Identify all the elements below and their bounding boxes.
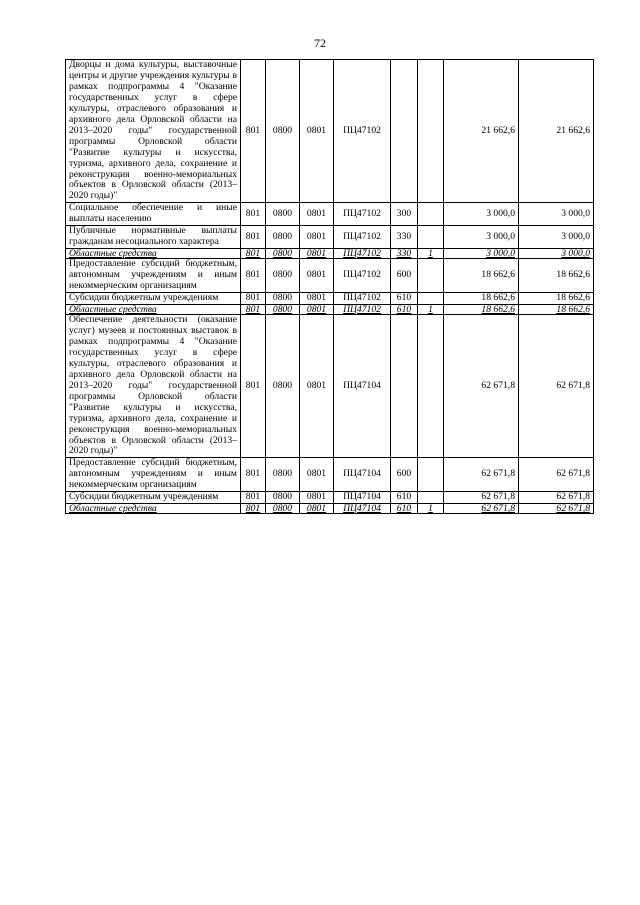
funding-source-code: [418, 226, 444, 249]
expense-type-code: 600: [391, 259, 418, 293]
amount-column-1: 3 000,0: [444, 203, 519, 226]
ministry-code: 801: [241, 259, 266, 293]
amount-column-2: 21 662,6: [519, 60, 594, 203]
amount-column-2: 3 000,0: [519, 203, 594, 226]
budget-row: [66, 315, 594, 458]
row-name: Субсидии бюджетным учреждениям: [66, 293, 241, 305]
section-code: 0800: [266, 226, 300, 249]
target-article-code: ПЦ47104: [334, 492, 391, 504]
amount-column-2: 18 662,6: [519, 259, 594, 293]
amount-column-1: 62 671,8: [444, 504, 519, 514]
amount-column-1: 62 671,8: [444, 458, 519, 492]
row-name: Предоставление субсидий бюджетным, автономным учреждениям и иным некоммерческим организациям: [66, 259, 241, 293]
ministry-code: 801: [241, 226, 266, 249]
subsection-code: 0801: [300, 60, 334, 203]
amount-column-1: 62 671,8: [444, 315, 519, 458]
ministry-code: 801: [241, 492, 266, 504]
target-article-code: ПЦ47104: [334, 315, 391, 458]
expense-type-code: 330: [391, 249, 418, 259]
section-code: 0800: [266, 203, 300, 226]
row-name: Областные средства: [66, 504, 241, 514]
ministry-code: 801: [241, 458, 266, 492]
expense-type-code: 610: [391, 293, 418, 305]
amount-column-1: 18 662,6: [444, 259, 519, 293]
funding-source-code: [418, 492, 444, 504]
section-code: 0800: [266, 249, 300, 259]
row-name: Обеспечение деятельности (оказание услуг) музеев и постоянных выставок в рамках подпрограммы 4 "Оказание государственных услуг в сфере культуры, отраслевого образования и архивного дела Орловской области на 2013–2020 годы" государственной программы Орловской области "Развитие культуры и искусства, туризма, архивного дела, сохранение и реконструкция военно-мемориальных объектов в Орловской области (2013–2020 годы)": [66, 315, 241, 458]
ministry-code: 801: [241, 315, 266, 458]
budget-row: [66, 458, 594, 492]
ministry-code: 801: [241, 249, 266, 259]
budget-row: [66, 259, 594, 293]
budget-row: [66, 492, 594, 504]
target-article-code: ПЦ47104: [334, 504, 391, 514]
budget-row: [66, 60, 594, 203]
row-name: Областные средства: [66, 305, 241, 315]
expense-type-code: [391, 60, 418, 203]
ministry-code: 801: [241, 293, 266, 305]
subsection-code: 0801: [300, 492, 334, 504]
expense-type-code: 610: [391, 305, 418, 315]
funding-source-code: 1: [418, 305, 444, 315]
amount-column-1: 3 000,0: [444, 226, 519, 249]
funding-source-code: [418, 315, 444, 458]
amount-column-1: 3 000,0: [444, 249, 519, 259]
row-name: Областные средства: [66, 249, 241, 259]
amount-column-1: 18 662,6: [444, 293, 519, 305]
amount-column-2: 3 000,0: [519, 226, 594, 249]
subsection-code: 0801: [300, 203, 334, 226]
subsection-code: 0801: [300, 315, 334, 458]
amount-column-2: 62 671,8: [519, 492, 594, 504]
ministry-code: 801: [241, 305, 266, 315]
amount-column-2: 18 662,6: [519, 293, 594, 305]
section-code: 0800: [266, 259, 300, 293]
ministry-code: 801: [241, 504, 266, 514]
subsection-code: 0801: [300, 504, 334, 514]
funding-source-code: 1: [418, 504, 444, 514]
amount-column-1: 18 662,6: [444, 305, 519, 315]
funding-source-code: 1: [418, 249, 444, 259]
subsection-code: 0801: [300, 259, 334, 293]
amount-column-2: 62 671,8: [519, 504, 594, 514]
amount-column-1: 62 671,8: [444, 492, 519, 504]
section-code: 0800: [266, 492, 300, 504]
section-code: 0800: [266, 504, 300, 514]
row-name: Социальное обеспечение и иные выплаты населению: [66, 203, 241, 226]
funding-source-code: [418, 60, 444, 203]
section-code: 0800: [266, 458, 300, 492]
expense-type-code: 610: [391, 492, 418, 504]
amount-column-2: 18 662,6: [519, 305, 594, 315]
subsection-code: 0801: [300, 305, 334, 315]
amount-column-2: 62 671,8: [519, 458, 594, 492]
amount-column-2: 62 671,8: [519, 315, 594, 458]
expense-type-code: 300: [391, 203, 418, 226]
target-article-code: ПЦ47102: [334, 249, 391, 259]
funding-source-row: [66, 249, 594, 259]
target-article-code: ПЦ47102: [334, 259, 391, 293]
budget-row: [66, 293, 594, 305]
subsection-code: 0801: [300, 458, 334, 492]
row-name: Субсидии бюджетным учреждениям: [66, 492, 241, 504]
section-code: 0800: [266, 315, 300, 458]
expense-type-code: [391, 315, 418, 458]
target-article-code: ПЦ47104: [334, 458, 391, 492]
target-article-code: ПЦ47102: [334, 226, 391, 249]
amount-column-1: 21 662,6: [444, 60, 519, 203]
section-code: 0800: [266, 305, 300, 315]
budget-row: [66, 203, 594, 226]
row-name: Дворцы и дома культуры, выставочные центры и другие учреждения культуры в рамках подпрограммы 4 "Оказание государственных услуг в сфере культуры, отраслевого образования и архивного дела Орловской области на 2013–2020 годы" государственной программы Орловской области "Развитие культуры и искусства, туризма, архивного дела, сохранение и реконструкция военно-мемориальных объектов в Орловской области (2013–2020 годы)": [66, 60, 241, 203]
funding-source-row: [66, 504, 594, 514]
row-name: Предоставление субсидий бюджетным, автономным учреждениям и иным некоммерческим организациям: [66, 458, 241, 492]
expense-type-code: 330: [391, 226, 418, 249]
funding-source-code: [418, 458, 444, 492]
page-number: 72: [314, 36, 326, 50]
budget-table: [65, 59, 594, 514]
section-code: 0800: [266, 293, 300, 305]
ministry-code: 801: [241, 60, 266, 203]
section-code: 0800: [266, 60, 300, 203]
expense-type-code: 610: [391, 504, 418, 514]
expense-type-code: 600: [391, 458, 418, 492]
subsection-code: 0801: [300, 293, 334, 305]
funding-source-code: [418, 293, 444, 305]
budget-row: [66, 226, 594, 249]
subsection-code: 0801: [300, 249, 334, 259]
row-name: Публичные нормативные выплаты гражданам несоциального характера: [66, 226, 241, 249]
target-article-code: ПЦ47102: [334, 203, 391, 226]
target-article-code: ПЦ47102: [334, 305, 391, 315]
target-article-code: ПЦ47102: [334, 60, 391, 203]
ministry-code: 801: [241, 203, 266, 226]
target-article-code: ПЦ47102: [334, 293, 391, 305]
amount-column-2: 3 000,0: [519, 249, 594, 259]
subsection-code: 0801: [300, 226, 334, 249]
funding-source-code: [418, 259, 444, 293]
funding-source-code: [418, 203, 444, 226]
funding-source-row: [66, 305, 594, 315]
